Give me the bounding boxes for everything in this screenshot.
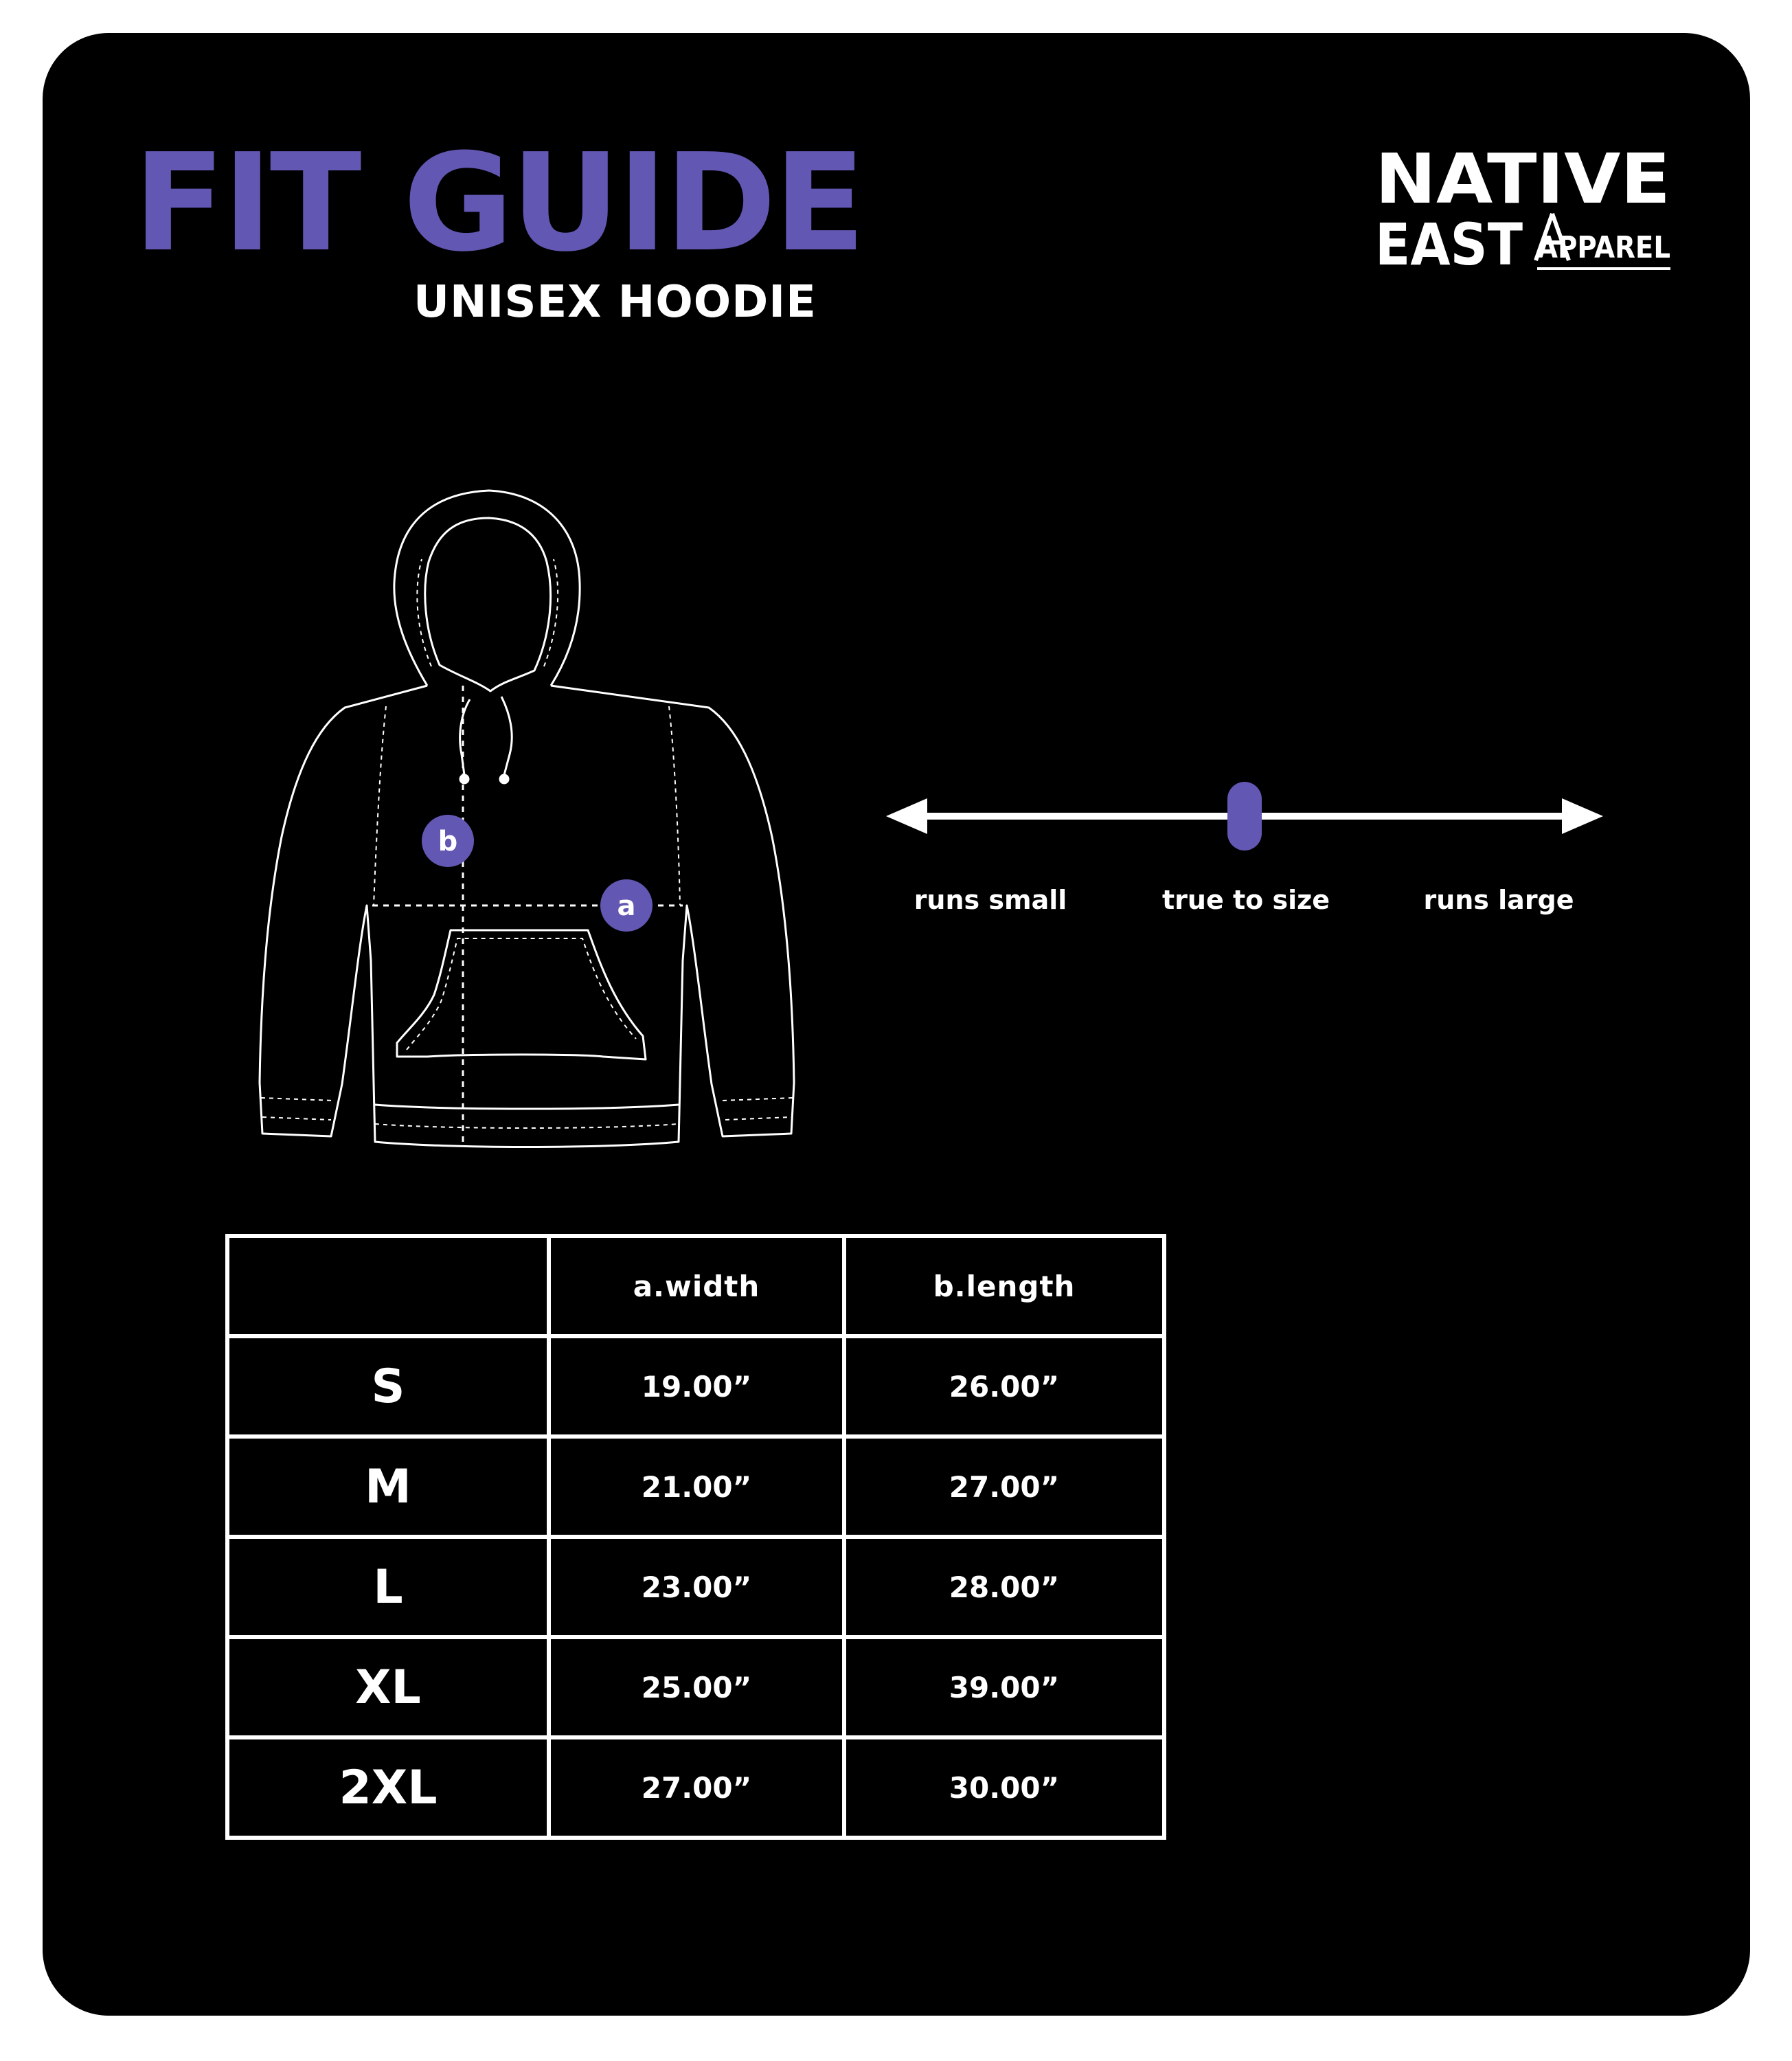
length-cell: 27.00” bbox=[844, 1437, 1164, 1537]
page-title: FIT GUIDE bbox=[133, 125, 863, 282]
fit-indicator bbox=[1227, 782, 1262, 851]
table-row bbox=[227, 1437, 1164, 1537]
table-row bbox=[227, 1336, 1164, 1437]
scale-label-large: runs large bbox=[1423, 885, 1574, 915]
kangaroo-pocket bbox=[397, 930, 646, 1059]
header-size bbox=[227, 1236, 549, 1336]
logo-line-1: NATIVE bbox=[1375, 139, 1670, 219]
header-width: a.width bbox=[549, 1236, 844, 1336]
size-cell: L bbox=[227, 1537, 549, 1637]
length-cell: 26.00” bbox=[844, 1336, 1164, 1437]
scale-label-true: true to size bbox=[1162, 885, 1330, 915]
drawstring-right bbox=[501, 697, 512, 775]
table-header-row bbox=[227, 1236, 1164, 1336]
marker-a-label: a bbox=[617, 890, 636, 922]
fit-scale bbox=[874, 747, 1615, 981]
size-table bbox=[225, 1234, 1166, 1840]
brand-logo bbox=[1375, 139, 1670, 277]
size-cell: XL bbox=[227, 1637, 549, 1737]
page-subtitle: UNISEX HOODIE bbox=[413, 277, 817, 328]
logo-line-3: APPAREL bbox=[1537, 230, 1670, 265]
fit-scale-track bbox=[874, 747, 1615, 871]
scale-label-small: runs small bbox=[914, 885, 1067, 915]
size-cell: S bbox=[227, 1336, 549, 1437]
arrow-left-icon bbox=[886, 798, 927, 834]
arrow-right-icon bbox=[1562, 798, 1603, 834]
table-row bbox=[227, 1637, 1164, 1737]
hood-opening bbox=[425, 518, 551, 691]
width-cell: 25.00” bbox=[549, 1637, 844, 1737]
hood-outline bbox=[394, 491, 580, 686]
marker-b-label: b bbox=[438, 826, 458, 857]
logo-line-2: EAST bbox=[1375, 211, 1523, 278]
length-cell: 30.00” bbox=[844, 1737, 1164, 1838]
length-cell: 39.00” bbox=[844, 1637, 1164, 1737]
width-cell: 21.00” bbox=[549, 1437, 844, 1537]
width-cell: 19.00” bbox=[549, 1336, 844, 1437]
body-outline bbox=[260, 686, 794, 1147]
header-length: b.length bbox=[844, 1236, 1164, 1336]
width-cell: 27.00” bbox=[549, 1737, 844, 1838]
length-cell: 28.00” bbox=[844, 1537, 1164, 1637]
fit-guide-card bbox=[43, 33, 1750, 2016]
table-row bbox=[227, 1537, 1164, 1637]
size-cell: 2XL bbox=[227, 1737, 549, 1838]
width-cell: 23.00” bbox=[549, 1537, 844, 1637]
table-row bbox=[227, 1737, 1164, 1838]
size-cell: M bbox=[227, 1437, 549, 1537]
drawstring-left bbox=[460, 699, 470, 775]
hoodie-diagram bbox=[221, 452, 839, 1160]
